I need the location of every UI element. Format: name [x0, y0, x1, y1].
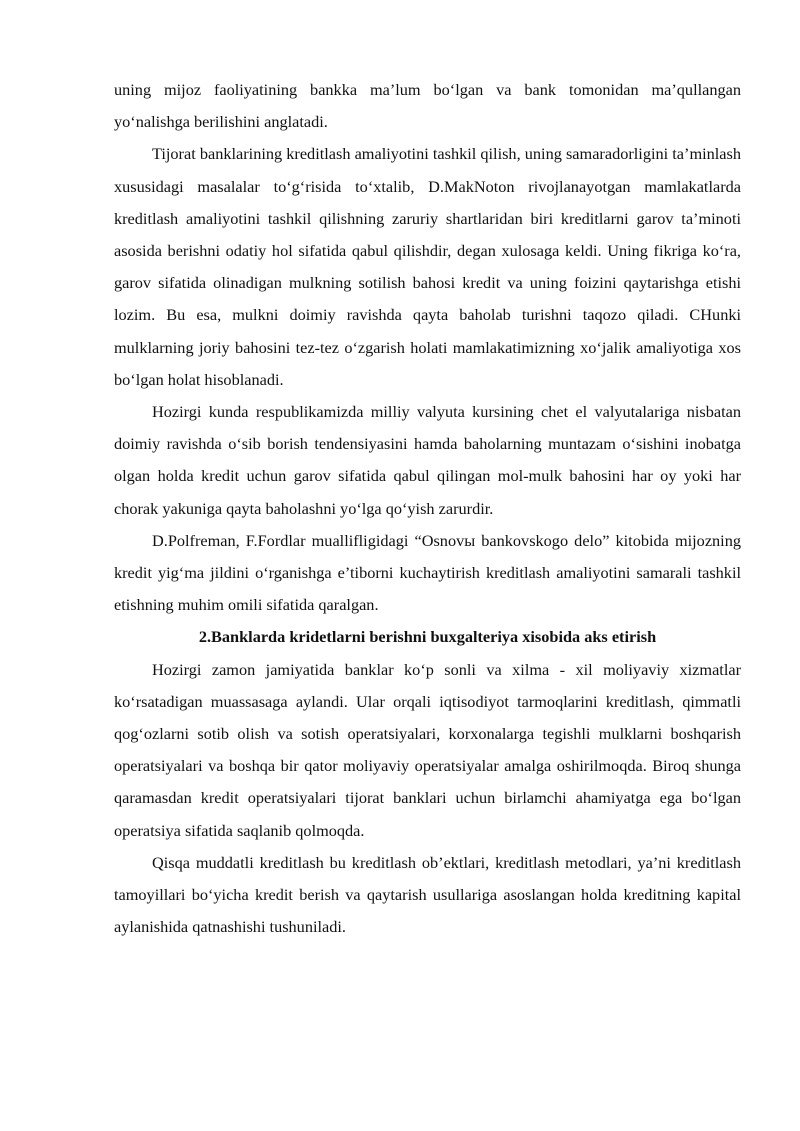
- paragraph-revaluation: Hozirgi kunda respublikamizda milliy valyuta kursining chet el valyutalariga nisbatan doimiy ravishda o‘sib borish tendensiyasini hamda baholarning muntazam o‘sishini inobatga olgan holda kredit uchun garov sifatida qabul qilingan mol-mulk bahosini har oy yoki har chorak yakuniga qayta baholashni yo‘lga qo‘yish zarurdir.: [114, 402, 741, 518]
- paragraph-modern-banks: Hozirgi zamon jamiyatida banklar ko‘p sonli va xilma - xil moliyaviy xizmatlar ko‘rsatadigan muassasaga aylandi. Ular orqali iqtisodiyot tarmoqlarini kreditlash, qimmatli qog‘ozlarni sotib olish va sotish operatsiyalari, korxonalarga tegishli mulklarni boshqarish operatsiyalari va boshqa bir qator moliyaviy operatsiyalar amalga oshirilmoqda. Biroq shunga qaramasdan kredit operatsiyalari tijorat banklari uchun birlamchi ahamiyatga ega bo‘lgan operatsiya sifatida saqlanib qolmoqda.: [114, 659, 741, 840]
- paragraph-continuation: uning mijoz faoliyatining bankka ma’lum bo‘lgan va bank tomonidan ma’qullangan yo‘nalishga berilishini anglatadi.: [114, 80, 741, 132]
- paragraph-short-term-credit: Qisqa muddatli kreditlash bu kreditlash ob’ektlari, kreditlash metodlari, ya’ni kreditlash tamoyillari bo‘yicha kredit berish va qaytarish usullariga asoslangan holda kreditning kapital aylanishida qatnashishi tushuniladi.: [114, 852, 741, 937]
- section-heading: 2.Banklarda kridetlarni berishni buxgalteriya xisobida aks etirish: [198, 627, 657, 647]
- paragraph-polfreman: D.Polfreman, F.Fordlar muallifligidagi “Osnovы bankovskogo delo” kitobida mijozning kredit yig‘ma jildini o‘rganishga e’tiborni kuchaytirish kreditlash amaliyotini samarali tashkil etishning muhim omili sifatida qaralgan.: [114, 530, 741, 615]
- paragraph-mcnaughton: Tijorat banklarining kreditlash amaliyotini tashkil qilish, uning samaradorligini ta’minlash xususidagi masalalar to‘g‘risida to‘xtalib, D.MakNoton rivojlanayotgan mamlakatlarda kreditlash amaliyotini tashkil qilishning zaruriy shartlaridan biri kreditlarni garov ta’minoti asosida berishni odatiy hol sifatida qabul qilishdir, degan xulosaga keldi. Uning fikriga ko‘ra, garov sifatida olinadigan mulkning sotilish bahosi kredit va uning foizini qaytarishga etishi lozim. Bu esa, mulkni doimiy ravishda qayta baholab turishni taqozo qiladi. CHunki mulklarning joriy bahosini tez-tez o‘zgarish holati mamlakatimizning xo‘jalik amaliyotiga xos bo‘lgan holat hisoblanadi.: [114, 144, 741, 389]
- document-page: [114, 74, 741, 943]
